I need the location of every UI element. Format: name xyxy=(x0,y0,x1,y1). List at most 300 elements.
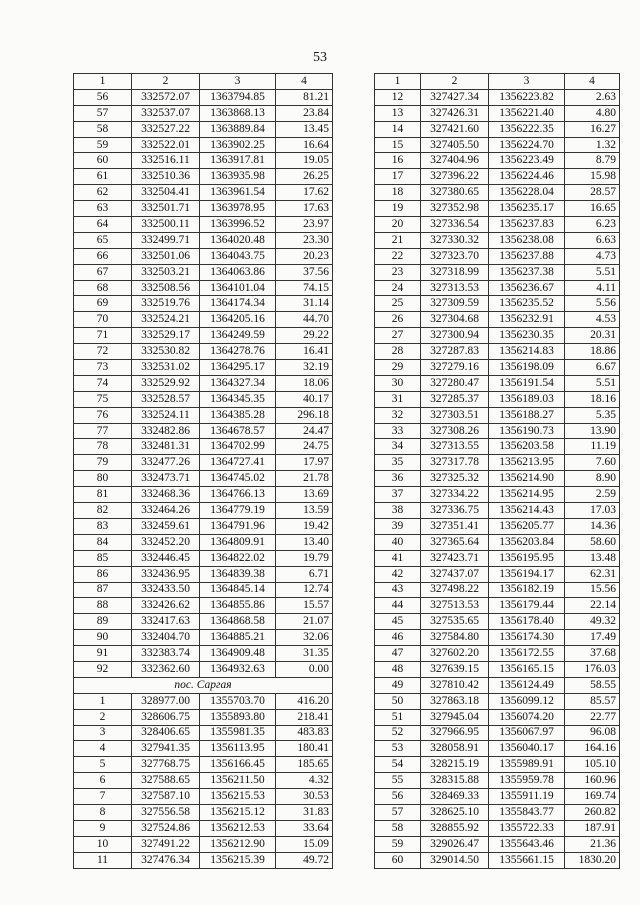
table-cell: 1356074.20 xyxy=(489,709,565,725)
table-cell: 59 xyxy=(74,137,132,153)
table-cell: 1356235.17 xyxy=(489,201,565,217)
table-cell: 1356172.55 xyxy=(489,646,565,662)
table-cell: 327476.34 xyxy=(132,852,200,868)
table-cell: 16 xyxy=(375,153,421,169)
table-cell: 1356237.38 xyxy=(489,264,565,280)
table-cell: 20.23 xyxy=(276,248,333,264)
table-cell: 1364702.99 xyxy=(200,439,276,455)
table-cell: 1364043.75 xyxy=(200,248,276,264)
table-cell: 327300.94 xyxy=(421,328,489,344)
table-cell: 85.57 xyxy=(565,693,620,709)
table-row xyxy=(74,582,333,598)
table-cell: 1364385.28 xyxy=(200,407,276,423)
table-cell: 1356178.40 xyxy=(489,614,565,630)
table-cell: 332452.20 xyxy=(132,534,200,550)
table-cell: 332417.63 xyxy=(132,614,200,630)
table-row xyxy=(74,455,333,471)
table-row xyxy=(375,455,620,471)
table-cell: 41 xyxy=(375,550,421,566)
table-row xyxy=(74,518,333,534)
table-cell: 18.86 xyxy=(565,344,620,360)
table-cell: 31 xyxy=(375,391,421,407)
table-cell: 1355893.80 xyxy=(200,709,276,725)
table-cell: 332459.61 xyxy=(132,518,200,534)
table-cell: 1356238.08 xyxy=(489,232,565,248)
table-cell: 49 xyxy=(375,677,421,693)
table-cell: 1356232.91 xyxy=(489,312,565,328)
table-cell: 8.90 xyxy=(565,471,620,487)
table-cell: 332500.11 xyxy=(132,217,200,233)
table-cell: 327405.50 xyxy=(421,137,489,153)
table-cell: 15.09 xyxy=(276,836,333,852)
table-row xyxy=(74,598,333,614)
table-cell: 1356237.83 xyxy=(489,217,565,233)
table-row xyxy=(74,407,333,423)
table-cell: 1364791.96 xyxy=(200,518,276,534)
table-cell: 18.16 xyxy=(565,391,620,407)
table-cell: 1356124.49 xyxy=(489,677,565,693)
table-cell: 327524.86 xyxy=(132,820,200,836)
table-cell: 77 xyxy=(74,423,132,439)
coordinates-table-left xyxy=(73,73,333,869)
table-row xyxy=(375,439,620,455)
table-cell: 10 xyxy=(74,836,132,852)
table-row xyxy=(74,169,333,185)
table-cell: 87 xyxy=(74,582,132,598)
table-cell: 58 xyxy=(74,121,132,137)
table-cell: 327323.70 xyxy=(421,248,489,264)
table-cell: 1356067.97 xyxy=(489,725,565,741)
table-cell: 327404.96 xyxy=(421,153,489,169)
table-cell: 19 xyxy=(375,201,421,217)
table-cell: 15 xyxy=(375,137,421,153)
table-cell: 15.56 xyxy=(565,582,620,598)
table-cell: 332501.06 xyxy=(132,248,200,264)
table-row xyxy=(375,789,620,805)
table-row xyxy=(74,201,333,217)
table-row xyxy=(375,582,620,598)
table-cell: 12 xyxy=(375,89,421,105)
table-cell: 34 xyxy=(375,439,421,455)
table-cell: 49.72 xyxy=(276,852,333,868)
table-cell: 62 xyxy=(74,185,132,201)
table-cell: 332527.22 xyxy=(132,121,200,137)
table-row xyxy=(375,741,620,757)
table-cell: 332468.36 xyxy=(132,487,200,503)
table-row xyxy=(375,391,620,407)
table-cell: 0.00 xyxy=(276,661,333,677)
table-cell: 48 xyxy=(375,661,421,677)
table-cell: 1363978.95 xyxy=(200,201,276,217)
table-row xyxy=(74,423,333,439)
column-header: 1 xyxy=(375,74,421,90)
table-cell: 4.32 xyxy=(276,773,333,789)
table-row xyxy=(375,89,620,105)
table-cell: 1355661.15 xyxy=(489,852,565,868)
table-cell: 17.62 xyxy=(276,185,333,201)
table-cell: 332477.26 xyxy=(132,455,200,471)
table-cell: 1364855.86 xyxy=(200,598,276,614)
table-cell: 65 xyxy=(74,232,132,248)
table-cell: 1363996.52 xyxy=(200,217,276,233)
table-cell: 69 xyxy=(74,296,132,312)
table-cell: 29 xyxy=(375,360,421,376)
table-row xyxy=(375,773,620,789)
table-cell: 36 xyxy=(375,471,421,487)
table-cell: 332524.11 xyxy=(132,407,200,423)
table-cell: 327303.51 xyxy=(421,407,489,423)
table-row xyxy=(74,550,333,566)
table-row xyxy=(375,185,620,201)
table-row xyxy=(375,471,620,487)
table-cell: 1363902.25 xyxy=(200,137,276,153)
table-cell: 332510.36 xyxy=(132,169,200,185)
table-cell: 17.03 xyxy=(565,503,620,519)
table-cell: 5.51 xyxy=(565,375,620,391)
table-cell: 12.74 xyxy=(276,582,333,598)
table-cell: 26.25 xyxy=(276,169,333,185)
table-row xyxy=(74,296,333,312)
table-cell: 332501.71 xyxy=(132,201,200,217)
table-row xyxy=(74,503,333,519)
table-cell: 327584.80 xyxy=(421,630,489,646)
table-cell: 1356213.95 xyxy=(489,455,565,471)
table-cell: 332504.41 xyxy=(132,185,200,201)
column-header: 4 xyxy=(276,74,333,90)
table-cell: 176.03 xyxy=(565,661,620,677)
table-cell: 327396.22 xyxy=(421,169,489,185)
table-cell: 13.45 xyxy=(276,121,333,137)
table-row xyxy=(74,709,333,725)
table-cell: 328625.10 xyxy=(421,804,489,820)
table-cell: 72 xyxy=(74,344,132,360)
table-cell: 327945.04 xyxy=(421,709,489,725)
table-cell: 33.64 xyxy=(276,820,333,836)
table-row xyxy=(74,773,333,789)
table-cell: 35 xyxy=(375,455,421,471)
table-cell: 329014.50 xyxy=(421,852,489,868)
table-row xyxy=(375,153,620,169)
table-row xyxy=(375,375,620,391)
table-cell: 1364020.48 xyxy=(200,232,276,248)
table-cell: 327941.35 xyxy=(132,741,200,757)
table-row xyxy=(375,709,620,725)
table-row xyxy=(74,375,333,391)
table-cell: 1364727.41 xyxy=(200,455,276,471)
table-cell: 1364766.13 xyxy=(200,487,276,503)
table-cell: 328215.19 xyxy=(421,757,489,773)
table-cell: 169.74 xyxy=(565,789,620,805)
table-cell: 327427.34 xyxy=(421,89,489,105)
table-cell: 13.59 xyxy=(276,503,333,519)
table-cell: 31.14 xyxy=(276,296,333,312)
table-cell: 1356215.39 xyxy=(200,852,276,868)
table-header-row xyxy=(375,74,620,90)
table-row xyxy=(74,741,333,757)
column-header: 2 xyxy=(421,74,489,90)
table-cell: 31.35 xyxy=(276,646,333,662)
table-cell: 329026.47 xyxy=(421,836,489,852)
table-cell: 1356214.95 xyxy=(489,487,565,503)
table-cell: 1356203.58 xyxy=(489,439,565,455)
table-cell: 1356194.17 xyxy=(489,566,565,582)
table-row xyxy=(375,725,620,741)
table-cell: 26 xyxy=(375,312,421,328)
table-cell: 327285.37 xyxy=(421,391,489,407)
table-cell: 327336.54 xyxy=(421,217,489,233)
table-cell: 332528.57 xyxy=(132,391,200,407)
table-cell: 45 xyxy=(375,614,421,630)
table-cell: 1356211.50 xyxy=(200,773,276,789)
table-cell: 20.31 xyxy=(565,328,620,344)
table-cell: 1356205.77 xyxy=(489,518,565,534)
table-cell: 1364678.57 xyxy=(200,423,276,439)
table-cell: 328315.88 xyxy=(421,773,489,789)
table-cell: 8 xyxy=(74,804,132,820)
table-cell: 39 xyxy=(375,518,421,534)
table-cell: 1364779.19 xyxy=(200,503,276,519)
table-cell: 1356222.35 xyxy=(489,121,565,137)
table-cell: 1363961.54 xyxy=(200,185,276,201)
table-cell: 332383.74 xyxy=(132,646,200,662)
table-cell: 327304.68 xyxy=(421,312,489,328)
table-cell: 332529.92 xyxy=(132,375,200,391)
table-cell: 22.14 xyxy=(565,598,620,614)
table-row xyxy=(74,725,333,741)
table-cell: 76 xyxy=(74,407,132,423)
table-cell: 332433.50 xyxy=(132,582,200,598)
table-cell: 327556.58 xyxy=(132,804,200,820)
table-cell: 1356203.84 xyxy=(489,534,565,550)
table-cell: 327287.83 xyxy=(421,344,489,360)
table-cell: 32 xyxy=(375,407,421,423)
table-row xyxy=(74,360,333,376)
table-row xyxy=(74,820,333,836)
table-cell: 185.65 xyxy=(276,757,333,773)
table-cell: 50 xyxy=(375,693,421,709)
table-cell: 1355911.19 xyxy=(489,789,565,805)
table-cell: 327966.95 xyxy=(421,725,489,741)
table-cell: 327325.32 xyxy=(421,471,489,487)
table-cell: 11.19 xyxy=(565,439,620,455)
table-cell: 327380.65 xyxy=(421,185,489,201)
table-cell: 327437.07 xyxy=(421,566,489,582)
table-cell: 13.69 xyxy=(276,487,333,503)
table-cell: 332481.31 xyxy=(132,439,200,455)
table-cell: 327351.41 xyxy=(421,518,489,534)
table-cell: 1364174.34 xyxy=(200,296,276,312)
table-cell: 332522.01 xyxy=(132,137,200,153)
table-cell: 32.06 xyxy=(276,630,333,646)
table-cell: 1830.20 xyxy=(565,852,620,868)
table-cell: 64 xyxy=(74,217,132,233)
table-cell: 327423.71 xyxy=(421,550,489,566)
table-cell: 328606.75 xyxy=(132,709,200,725)
table-cell: 327308.26 xyxy=(421,423,489,439)
table-cell: 1355981.35 xyxy=(200,725,276,741)
table-cell: 7 xyxy=(74,789,132,805)
table-cell: 62.31 xyxy=(565,566,620,582)
table-cell: 85 xyxy=(74,550,132,566)
table-cell: 327280.47 xyxy=(421,375,489,391)
table-cell: 52 xyxy=(375,725,421,741)
table-cell: 4.80 xyxy=(565,105,620,121)
table-cell: 13.90 xyxy=(565,423,620,439)
table-cell: 16.65 xyxy=(565,201,620,217)
table-cell: 6 xyxy=(74,773,132,789)
table-cell: 21.78 xyxy=(276,471,333,487)
table-row xyxy=(375,232,620,248)
table-cell: 296.18 xyxy=(276,407,333,423)
table-cell: 1356214.90 xyxy=(489,471,565,487)
table-cell: 1364839.38 xyxy=(200,566,276,582)
table-row xyxy=(375,328,620,344)
table-cell: 1356174.30 xyxy=(489,630,565,646)
table-cell: 91 xyxy=(74,646,132,662)
table-cell: 60 xyxy=(74,153,132,169)
table-cell: 13.48 xyxy=(565,550,620,566)
table-row xyxy=(375,677,620,693)
table-cell: 1355959.78 xyxy=(489,773,565,789)
table-cell: 1355722.33 xyxy=(489,820,565,836)
table-cell: 21 xyxy=(375,232,421,248)
column-header: 4 xyxy=(565,74,620,90)
table-cell: 1356191.54 xyxy=(489,375,565,391)
table-cell: 17.63 xyxy=(276,201,333,217)
table-cell: 57 xyxy=(375,804,421,820)
section-title: пос. Саргая xyxy=(74,677,333,693)
table-row xyxy=(375,201,620,217)
table-row xyxy=(74,89,333,105)
table-cell: 105.10 xyxy=(565,757,620,773)
table-cell: 31.83 xyxy=(276,804,333,820)
table-cell: 81.21 xyxy=(276,89,333,105)
table-cell: 1356224.46 xyxy=(489,169,565,185)
table-cell: 332404.70 xyxy=(132,630,200,646)
table-row xyxy=(74,232,333,248)
table-cell: 90 xyxy=(74,630,132,646)
table-cell: 332516.11 xyxy=(132,153,200,169)
table-cell: 66 xyxy=(74,248,132,264)
table-row xyxy=(375,121,620,137)
table-cell: 1355703.70 xyxy=(200,693,276,709)
table-cell: 17 xyxy=(375,169,421,185)
table-row xyxy=(74,487,333,503)
table-cell: 327365.64 xyxy=(421,534,489,550)
table-cell: 327313.53 xyxy=(421,280,489,296)
table-cell: 328855.92 xyxy=(421,820,489,836)
table-cell: 1364745.02 xyxy=(200,471,276,487)
table-cell: 57 xyxy=(74,105,132,121)
table-row xyxy=(74,693,333,709)
table-cell: 58 xyxy=(375,820,421,836)
table-row xyxy=(74,280,333,296)
table-cell: 1363935.98 xyxy=(200,169,276,185)
table-cell: 3 xyxy=(74,725,132,741)
table-row xyxy=(74,757,333,773)
table-cell: 15.98 xyxy=(565,169,620,185)
table-cell: 53 xyxy=(375,741,421,757)
table-row xyxy=(375,423,620,439)
table-row xyxy=(74,328,333,344)
table-row xyxy=(375,360,620,376)
table-cell: 327587.10 xyxy=(132,789,200,805)
table-cell: 43 xyxy=(375,582,421,598)
table-cell: 29.22 xyxy=(276,328,333,344)
table-cell: 327318.99 xyxy=(421,264,489,280)
table-cell: 24.47 xyxy=(276,423,333,439)
table-cell: 46 xyxy=(375,630,421,646)
table-cell: 1356237.88 xyxy=(489,248,565,264)
table-row xyxy=(375,518,620,534)
table-row xyxy=(74,789,333,805)
table-cell: 6.71 xyxy=(276,566,333,582)
table-cell: 332473.71 xyxy=(132,471,200,487)
table-cell: 1356223.82 xyxy=(489,89,565,105)
table-cell: 2.59 xyxy=(565,487,620,503)
table-cell: 328058.91 xyxy=(421,741,489,757)
table-row xyxy=(74,248,333,264)
table-cell: 40 xyxy=(375,534,421,550)
table-cell: 328406.65 xyxy=(132,725,200,741)
table-cell: 1355843.77 xyxy=(489,804,565,820)
column-header: 3 xyxy=(200,74,276,90)
table-cell: 1364063.86 xyxy=(200,264,276,280)
table-cell: 327768.75 xyxy=(132,757,200,773)
table-cell: 1364932.63 xyxy=(200,661,276,677)
table-cell: 332530.82 xyxy=(132,344,200,360)
table-cell: 37.56 xyxy=(276,264,333,280)
table-cell: 44.70 xyxy=(276,312,333,328)
table-row xyxy=(74,661,333,677)
table-cell: 332524.21 xyxy=(132,312,200,328)
column-header: 1 xyxy=(74,74,132,90)
table-cell: 22.77 xyxy=(565,709,620,725)
table-cell: 88 xyxy=(74,598,132,614)
table-cell: 1363917.81 xyxy=(200,153,276,169)
table-row xyxy=(375,534,620,550)
table-cell: 1364249.59 xyxy=(200,328,276,344)
table-row xyxy=(375,503,620,519)
table-cell: 47 xyxy=(375,646,421,662)
table-row xyxy=(375,566,620,582)
table-cell: 327498.22 xyxy=(421,582,489,598)
table-row xyxy=(375,137,620,153)
table-cell: 18 xyxy=(375,185,421,201)
table-row xyxy=(74,185,333,201)
table-cell: 13.40 xyxy=(276,534,333,550)
table-row xyxy=(375,280,620,296)
table-cell: 416.20 xyxy=(276,693,333,709)
table-cell: 1356224.70 xyxy=(489,137,565,153)
table-cell: 1363889.84 xyxy=(200,121,276,137)
table-cell: 1356214.43 xyxy=(489,503,565,519)
table-cell: 1364278.76 xyxy=(200,344,276,360)
table-cell: 19.79 xyxy=(276,550,333,566)
table-cell: 24.75 xyxy=(276,439,333,455)
table-cell: 30.53 xyxy=(276,789,333,805)
table-row xyxy=(375,804,620,820)
table-cell: 327863.18 xyxy=(421,693,489,709)
table-cell: 58.55 xyxy=(565,677,620,693)
table-cell: 92 xyxy=(74,661,132,677)
table-cell: 1364845.14 xyxy=(200,582,276,598)
table-cell: 327491.22 xyxy=(132,836,200,852)
table-cell: 260.82 xyxy=(565,804,620,820)
table-cell: 11 xyxy=(74,852,132,868)
table-row xyxy=(74,344,333,360)
table-cell: 75 xyxy=(74,391,132,407)
